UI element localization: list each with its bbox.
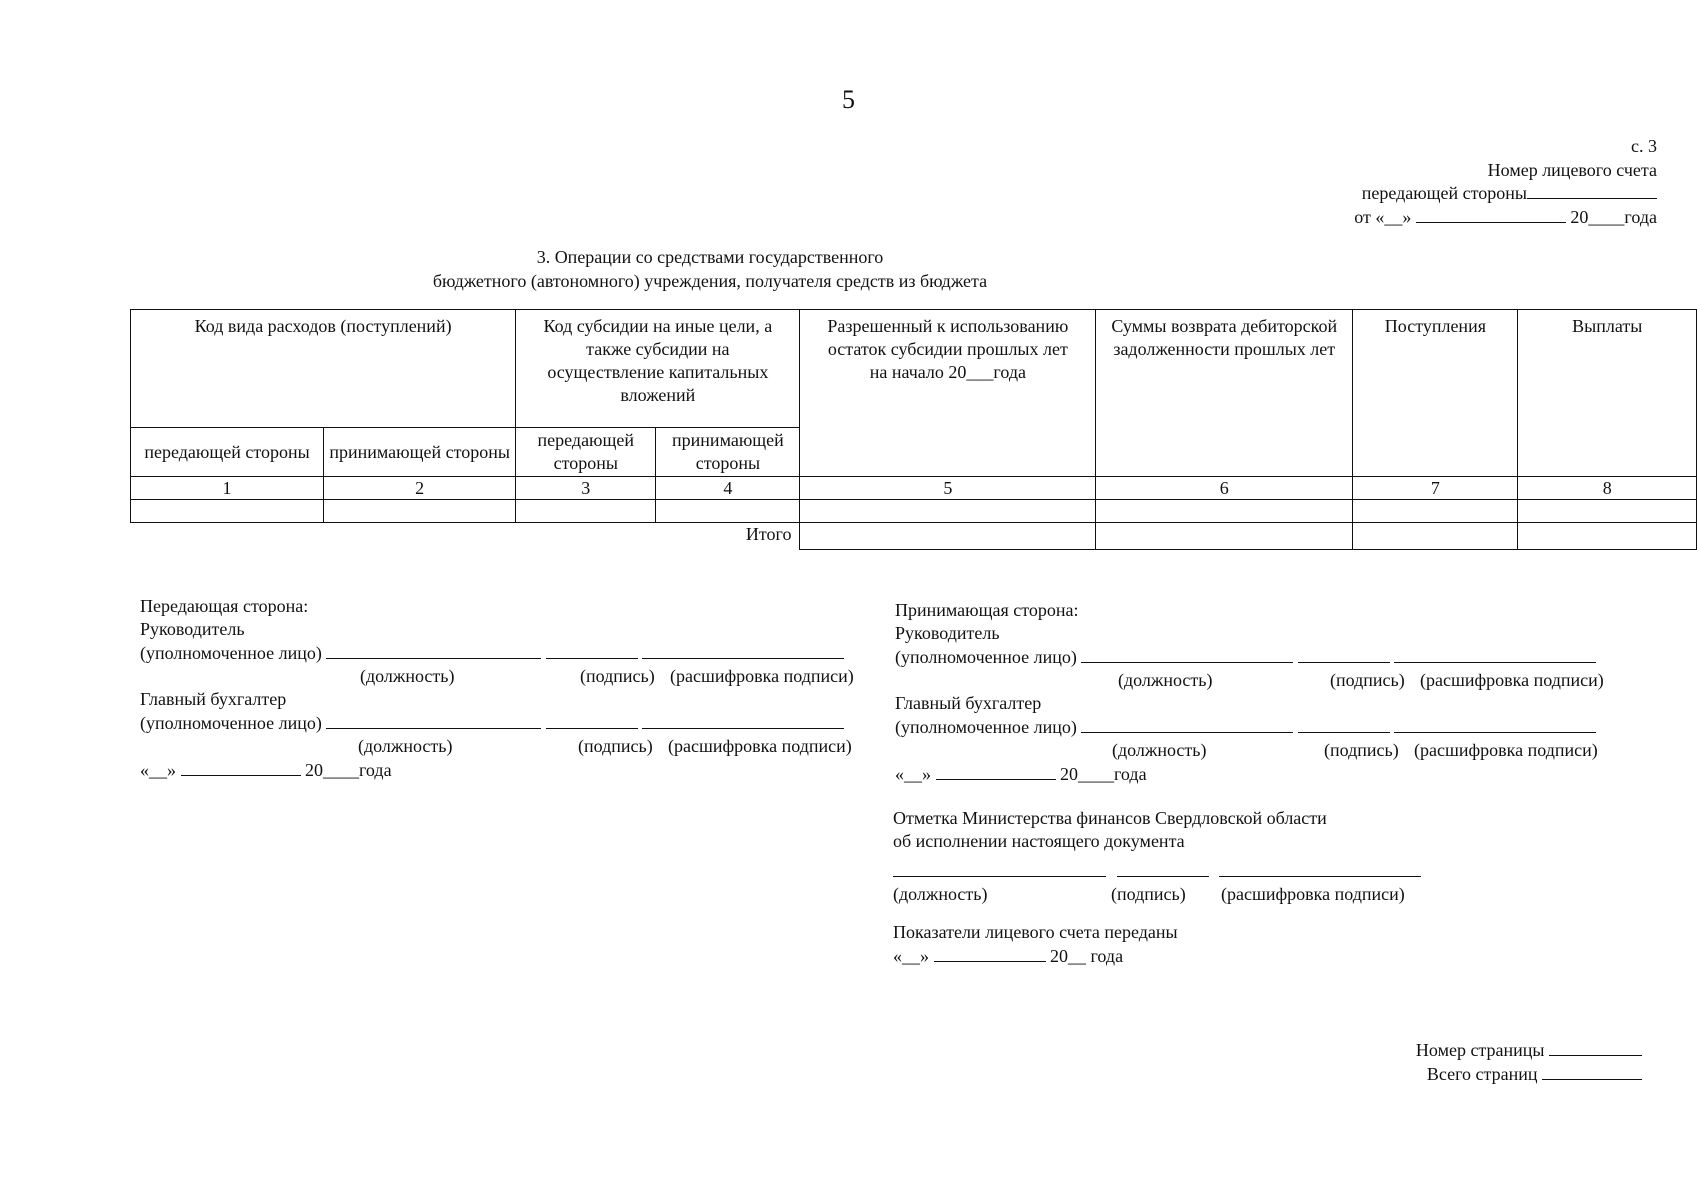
- sending-date-month-field[interactable]: [181, 758, 301, 776]
- receiving-head-line: [895, 645, 1604, 669]
- page-number-label: Номер страницы: [1415, 1040, 1545, 1060]
- table-cell[interactable]: [1096, 500, 1353, 523]
- header-date-prefix: от «__»: [1354, 207, 1412, 227]
- col-number: 8: [1518, 477, 1697, 500]
- receiving-date-month-field[interactable]: [936, 762, 1056, 780]
- sending-chief-position-field[interactable]: [326, 711, 541, 729]
- transfer-date-month-field[interactable]: [934, 944, 1046, 962]
- receiving-head-captions: [895, 669, 1604, 692]
- table-cell[interactable]: [131, 500, 324, 523]
- footer-page-line: [1416, 1038, 1642, 1062]
- col-number: 1: [131, 477, 324, 500]
- total-row: [131, 523, 1697, 550]
- col-number: 4: [656, 477, 800, 500]
- page-number: 5: [842, 85, 855, 114]
- caption-transcript: (расшифровка подписи): [668, 736, 852, 756]
- table-cell[interactable]: [1353, 500, 1518, 523]
- receiving-date-prefix: «__»: [895, 764, 931, 784]
- col-receivable-return: Суммы возврата дебиторской задолженности прошлых лет: [1096, 310, 1353, 477]
- receiving-authorized-label: (уполномоченное лицо): [895, 647, 1077, 667]
- total-cell[interactable]: [1353, 523, 1518, 550]
- transfer-date-line: [893, 944, 1178, 968]
- sub-sending-1: передающей стороны: [131, 428, 324, 477]
- col-payments: Выплаты: [1518, 310, 1697, 477]
- receiving-chief-signature-field[interactable]: [1298, 715, 1390, 733]
- col-number: 5: [800, 477, 1096, 500]
- table-cell[interactable]: [1518, 500, 1697, 523]
- total-pages-field[interactable]: [1542, 1062, 1642, 1080]
- sending-party-title: Передающая сторона:: [140, 596, 309, 616]
- receiving-chief-position-field[interactable]: [1081, 715, 1293, 733]
- sending-date-line: [140, 758, 854, 782]
- col-number: 6: [1096, 477, 1353, 500]
- sending-head-captions: [140, 665, 854, 688]
- sending-chief-line: [140, 711, 854, 735]
- table-cell[interactable]: [324, 500, 516, 523]
- transfer-date-year: 20__ года: [1050, 946, 1124, 966]
- receiving-head-transcript-field[interactable]: [1394, 645, 1596, 663]
- sending-head-position-field[interactable]: [326, 641, 541, 659]
- table-row: [131, 500, 1697, 523]
- header-date-line: [1354, 205, 1657, 230]
- receiving-chief-transcript-field[interactable]: [1394, 715, 1596, 733]
- col-allowed-balance: Разрешенный к использованию остаток субсидии прошлых лет на начало 20___года: [800, 310, 1096, 477]
- table-cell[interactable]: [800, 500, 1096, 523]
- total-cell[interactable]: [1096, 523, 1353, 550]
- section-title: [0, 245, 1420, 293]
- sheet-label: с. 3: [1631, 136, 1657, 156]
- total-pages-label: Всего страниц: [1426, 1064, 1538, 1084]
- caption-position: (должность): [893, 884, 988, 904]
- section-title-line2: бюджетного (автономного) учреждения, получателя средств из бюджета: [432, 271, 988, 291]
- total-cell[interactable]: [800, 523, 1096, 550]
- col-subsidy-code: Код субсидии на иные цели, а также субсидии на осуществление капитальных вложений: [516, 310, 800, 428]
- ministry-mark-line1: Отметка Министерства финансов Свердловской области: [893, 808, 1327, 828]
- caption-signature: (подпись): [580, 666, 655, 686]
- caption-signature: (подпись): [578, 736, 653, 756]
- transfer-text: Показатели лицевого счета переданы: [893, 922, 1178, 942]
- account-sending-line: [1362, 181, 1657, 206]
- sending-date-prefix: «__»: [140, 760, 176, 780]
- total-label: Итого: [745, 524, 792, 544]
- receiving-party-block: [895, 599, 1604, 786]
- col-number: 2: [324, 477, 516, 500]
- receiving-head-signature-field[interactable]: [1298, 645, 1390, 663]
- sending-chief-signature-field[interactable]: [546, 711, 638, 729]
- footer-total-line: [1416, 1062, 1642, 1086]
- page-number-field[interactable]: [1549, 1038, 1642, 1056]
- ministry-sign-lines: [893, 859, 1421, 883]
- total-cell[interactable]: [1518, 523, 1697, 550]
- header-date-month-field[interactable]: [1416, 205, 1566, 223]
- caption-signature: (подпись): [1330, 670, 1405, 690]
- ministry-signature-field[interactable]: [1117, 859, 1209, 877]
- section-title-line1: 3. Операции со средствами государственного: [536, 247, 884, 267]
- receiving-party-title: Принимающая сторона:: [895, 600, 1079, 620]
- receiving-chief-authorized-label: (уполномоченное лицо): [895, 717, 1077, 737]
- transfer-block: [893, 921, 1178, 968]
- sending-head-label: Руководитель: [140, 619, 245, 639]
- receiving-chief-captions: [895, 739, 1604, 762]
- ministry-transcript-field[interactable]: [1219, 859, 1421, 877]
- table-cell[interactable]: [656, 500, 800, 523]
- operations-table: [130, 309, 1697, 550]
- ministry-captions: [893, 883, 1421, 906]
- caption-transcript: (расшифровка подписи): [1414, 740, 1598, 760]
- receiving-head-label: Руководитель: [895, 623, 1000, 643]
- header-date-year: 20____года: [1570, 207, 1657, 227]
- col-receipts: Поступления: [1353, 310, 1518, 477]
- sub-receiving-4: принимающей стороны: [656, 428, 800, 477]
- sending-date-year: 20____года: [305, 760, 392, 780]
- caption-signature: (подпись): [1324, 740, 1399, 760]
- account-sending-label: передающей стороны: [1361, 183, 1527, 203]
- sending-chief-accountant-label: Главный бухгалтер: [140, 689, 287, 709]
- sending-chief-transcript-field[interactable]: [642, 711, 844, 729]
- ministry-mark-line2: об исполнении настоящего документа: [893, 831, 1185, 851]
- receiving-date-line: [895, 762, 1604, 786]
- caption-position: (должность): [1112, 740, 1207, 760]
- table-cell[interactable]: [516, 500, 656, 523]
- caption-position: (должность): [1118, 670, 1213, 690]
- caption-position: (должность): [358, 736, 453, 756]
- sub-receiving-2: принимающей стороны: [324, 428, 516, 477]
- col-number: 7: [1353, 477, 1518, 500]
- sending-party-block: [140, 595, 854, 782]
- caption-transcript: (расшифровка подписи): [1420, 670, 1604, 690]
- sub-sending-3: передающей стороны: [516, 428, 656, 477]
- caption-transcript: (расшифровка подписи): [1221, 884, 1405, 904]
- sending-head-line: [140, 641, 854, 665]
- ministry-mark-block: [893, 807, 1421, 906]
- receiving-date-year: 20____года: [1060, 764, 1147, 784]
- sending-chief-captions: [140, 735, 854, 758]
- account-number-field[interactable]: [1527, 181, 1657, 199]
- sending-authorized-label: (уполномоченное лицо): [140, 643, 322, 663]
- sending-chief-authorized-label: (уполномоченное лицо): [140, 713, 322, 733]
- receiving-chief-line: [895, 715, 1604, 739]
- col-number: 3: [516, 477, 656, 500]
- footer-block: [1416, 1038, 1642, 1086]
- ministry-position-field[interactable]: [893, 859, 1106, 877]
- col-expense-code: Код вида расходов (поступлений): [131, 310, 516, 428]
- caption-position: (должность): [360, 666, 455, 686]
- account-label: Номер лицевого счета: [1487, 160, 1657, 180]
- transfer-date-prefix: «__»: [893, 946, 929, 966]
- sending-head-signature-field[interactable]: [546, 641, 638, 659]
- caption-signature: (подпись): [1111, 884, 1186, 904]
- receiving-head-position-field[interactable]: [1081, 645, 1293, 663]
- receiving-chief-accountant-label: Главный бухгалтер: [895, 693, 1042, 713]
- sending-head-transcript-field[interactable]: [642, 641, 844, 659]
- caption-transcript: (расшифровка подписи): [670, 666, 854, 686]
